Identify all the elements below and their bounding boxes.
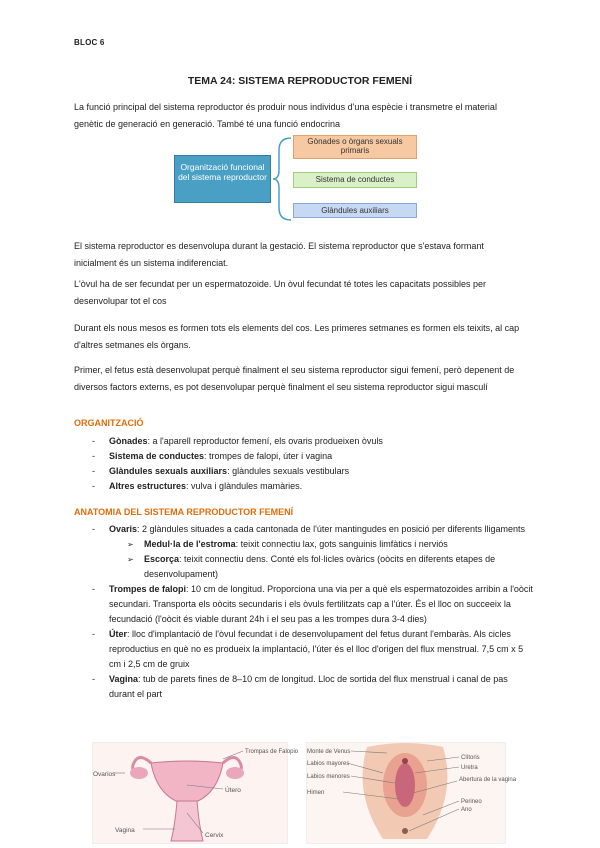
label-clitoris: Clítoris bbox=[461, 755, 480, 761]
list-item-ovaris: - Ovaris: 2 glàndules situades a cada cantonada de l'úter mantingudes en posició per diferents lligaments ➢ Medul·la de l'estroma: teixit connectiu lax, gots sanguinis limfàtics i nerviós ➢ Escorça: teixit connectiu dens. Conté els fol·licles ovàrics (oòcits en diferents etapes de desenvolupament) bbox=[74, 522, 534, 582]
label-cervix: Cervix bbox=[205, 832, 224, 839]
list-item: - Glàndules sexuals auxiliars: glàndules sexuals vestibulars bbox=[92, 466, 350, 476]
vulva-illustration bbox=[307, 743, 517, 843]
page-header: BLOC 6 bbox=[74, 38, 105, 47]
paragraph-4: Primer, el fetus està desenvolupat perquè finalment el seu sistema reproductor sigui femení, però depenent de diversos factors externs, es pot desenvolupar perquè finalment el seu sistema reproductor sigui masculí bbox=[74, 365, 515, 392]
label-ano: Ano bbox=[461, 807, 472, 813]
list-item-uter: - Úter: lloc d'implantació de l'òvul fecundat i de desenvolupament del fetus durant l'embaràs. Als cicles reproductius en què no es produeix la implantació, l'úter és el lloc d'origen del flux menstrual. 7,5 cm x 5 cm i 2,5 cm de gruix bbox=[92, 629, 524, 669]
diagram-main-box: Organització funcional del sistema reproductor bbox=[174, 155, 271, 203]
section-title-organitzacio: ORGANITZACIÓ bbox=[74, 418, 144, 428]
label-perineo: Perineo bbox=[461, 799, 482, 805]
ovaris-sublist bbox=[109, 537, 534, 582]
organitzacio-list bbox=[74, 434, 534, 494]
list-item-trompes: - Trompes de falopi: 10 cm de longitud. Proporciona una via per a què els espermatozoides arribin a l'oòcit secundari. Transporta els oòcits secundaris i els òvuls fertilitzats cap a l'úter. És el lloc on succeeix la fecundació (l'oòcit és viable durant 24h i el seu pas a les trompes dura 3-4 dies) bbox=[92, 584, 533, 624]
section-title-anatomia: ANATOMIA DEL SISTEMA REPRODUCTOR FEMENÍ bbox=[74, 507, 294, 517]
anatomia-list bbox=[74, 522, 534, 702]
sublist-item: ➢ Medul·la de l'estroma: teixit connectiu lax, gots sanguinis limfàtics i nerviós bbox=[127, 539, 448, 549]
intro-paragraph: La funció principal del sistema reproductor és produir nous individus d'una espècie i transmetre el material genètic de generació en generació. També té una funció endocrina bbox=[74, 102, 497, 129]
paragraph-2: L'òvul ha de ser fecundat per un espermatozoide. Un òvul fecundat té totes les capacitats possibles per desenvolupar tot el cos bbox=[74, 279, 486, 306]
label-labios-mayores: Labios mayores bbox=[307, 761, 350, 767]
label-abertura: Abertura de la vagina bbox=[459, 777, 517, 783]
list-item: - Sistema de conductes: trompes de falopi, úter i vagina bbox=[92, 451, 333, 461]
label-trompas: Trompas de Falopio bbox=[245, 749, 299, 755]
diagram-brace bbox=[271, 136, 295, 222]
list-item: - Gònades: a l'aparell reproductor femení, els ovaris produeixen òvuls bbox=[92, 436, 383, 446]
label-uretra: Uretra bbox=[461, 765, 478, 771]
paragraph-1: El sistema reproductor es desenvolupa durant la gestació. El sistema reproductor que s'estava formant inicialment és un sistema indiferenciat. bbox=[74, 241, 484, 268]
label-labios-menores: Labios menores bbox=[307, 774, 350, 780]
label-utero: Útero bbox=[225, 787, 241, 794]
label-monte: Monte de Venus bbox=[307, 749, 351, 755]
figure-internal-anatomy bbox=[92, 742, 299, 844]
diagram-item-gonades: Gònades o òrgans sexuals primaris bbox=[293, 135, 417, 159]
figure-external-anatomy bbox=[306, 742, 517, 844]
paragraph-3: Durant els nous mesos es formen tots els elements del cos. Les primeres setmanes es formen els teixits, al cap d'altres setmanes els òrgans. bbox=[74, 323, 520, 350]
sublist-item: ➢ Escorça: teixit connectiu dens. Conté els fol·licles ovàrics (oòcits en diferents etapes de desenvolupament) bbox=[127, 554, 496, 579]
diagram-item-conductes: Sistema de conductes bbox=[293, 172, 417, 188]
label-ovarios: Ovarios bbox=[93, 771, 116, 778]
list-item-vagina: - Vagina: tub de parets fines de 8–10 cm de longitud. Lloc de sortida del flux menstrual i canal de pas durant el part bbox=[92, 674, 508, 699]
label-vagina: Vagina bbox=[115, 827, 135, 834]
uterus-illustration bbox=[93, 743, 299, 843]
diagram-item-glandules: Glàndules auxiliars bbox=[293, 203, 417, 218]
list-item: - Altres estructures: vulva i glàndules mamàries. bbox=[92, 481, 303, 491]
page-title: TEMA 24: SISTEMA REPRODUCTOR FEMENÍ bbox=[187, 75, 413, 87]
label-himen: Himen bbox=[307, 790, 325, 796]
